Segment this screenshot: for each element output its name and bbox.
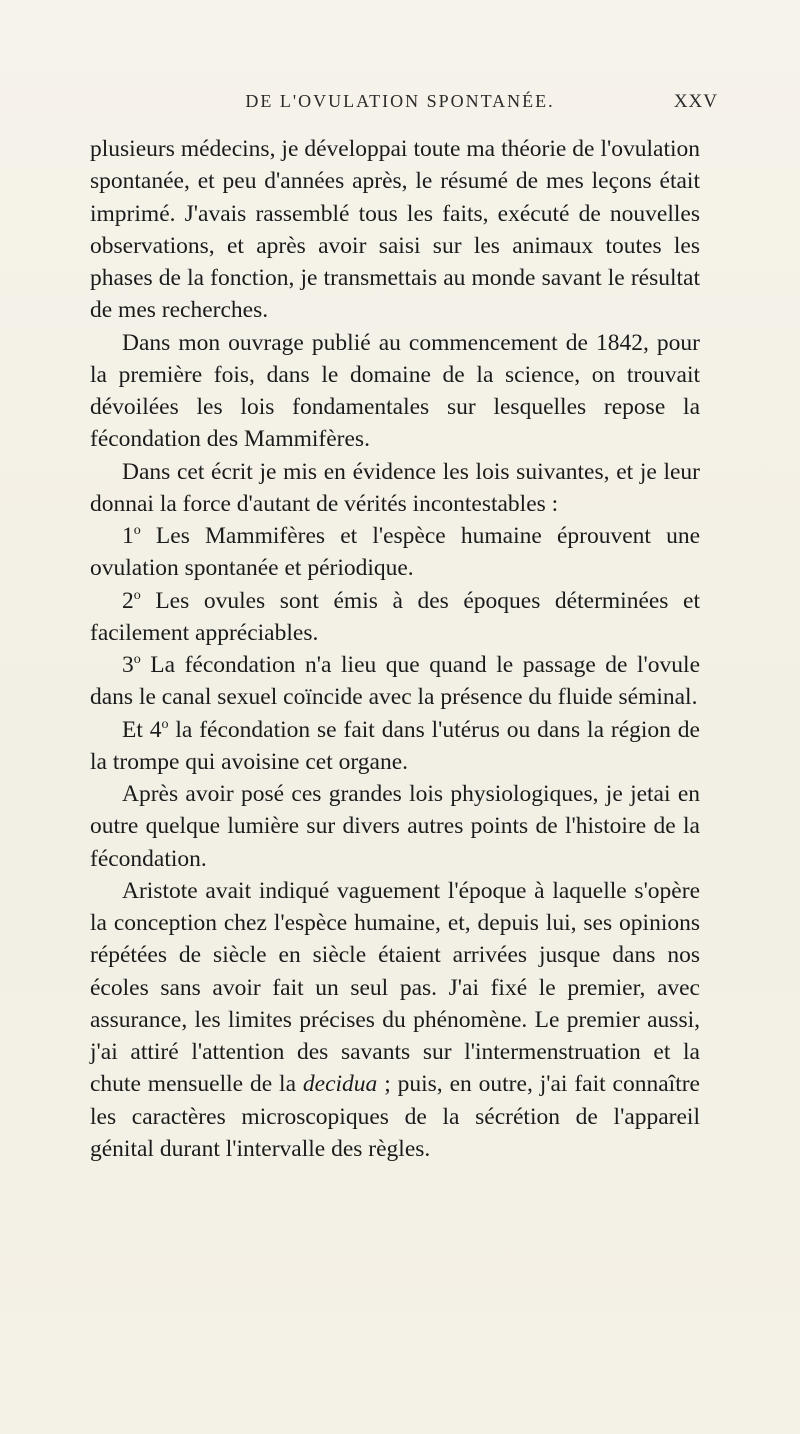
italic-term: decidua [302,1071,378,1098]
ordinal-marker: o [133,652,141,668]
law-number: Et 4 [122,716,162,743]
paragraph-3 [90,456,700,521]
paragraph-text: plusieurs médecins, je développai toute ma théorie de l'ovulation spontanée, et peu d'années après, le résumé de mes leçons était imprimé. J'avais rassemblé tous les faits, exécuté de nouvelles observations, et après avoir saisi sur les animaux toutes les phases de la fonction, je transmettais au monde savant le résultat de mes recherches. [90,136,700,324]
paragraph-2 [90,327,700,456]
paragraph-text: Dans cet écrit je mis en évidence les lois suivantes, et je leur donnai la force d'autant de vérités incontestables : [90,458,700,517]
paragraph-1 [90,133,700,327]
body-text [90,133,700,1165]
law-number: 1 [122,523,134,549]
paragraph-text: Dans mon ouvrage publié au commencement de 1842, pour la première fois, dans le domaine de la science, on trouvait dévoilées les lois fondamentales sur lesquelles repose la fécondation des Mammifères. [90,329,700,453]
law-text: la fécondation se fait dans l'utérus ou dans la région de la trompe qui avoisine cet organe. [90,716,700,775]
running-head: DE L'OVULATION SPONTANÉE. [245,91,555,111]
law-2 [90,585,700,650]
paragraph-text: Aristote avait indiqué vaguement l'époque à laquelle s'opère la conception chez l'espèce humaine, et, depuis lui, ses opinions répétées de siècle en siècle étaient arrivées jusque dans nos écoles sans avoir fait un seul pas. J'ai fixé le premier, avec assurance, les limites précises du phénomène. Le premier aussi, j'ai attiré l'attention des savants sur l'intermenstruation et la chute mensuelle de la [90,877,700,1098]
law-1 [90,520,700,585]
page-number: XXV [673,91,718,112]
paragraph-5 [90,875,700,1165]
ordinal-marker: o [161,716,169,732]
paragraph-4 [90,778,700,875]
law-4 [90,714,700,779]
law-text: La fécondation n'a lieu que quand le passage de l'ovule dans le canal sexuel coïncide avec la présence du fluide séminal. [90,652,700,711]
ordinal-marker: o [133,523,141,539]
law-number: 2 [122,587,134,614]
ordinal-marker: o [133,587,141,603]
law-3 [90,649,700,714]
law-number: 3 [122,652,134,678]
law-text: Les Mammifères et l'espèce humaine éprouvent une ovulation spontanée et périodique. [90,523,700,582]
page-header [0,91,800,121]
law-text: Les ovules sont émis à des époques déterminées et facilement appréciables. [90,587,700,646]
paragraph-text: Après avoir posé ces grandes lois physiologiques, je jetai en outre quelque lumière sur divers autres points de l'histoire de la fécondation. [90,781,700,872]
paragraph-text: ; puis, en outre, j'ai fait connaître les caractères microscopiques de la sécrétion de l'appareil génital durant l'intervalle des règles. [90,1071,700,1162]
